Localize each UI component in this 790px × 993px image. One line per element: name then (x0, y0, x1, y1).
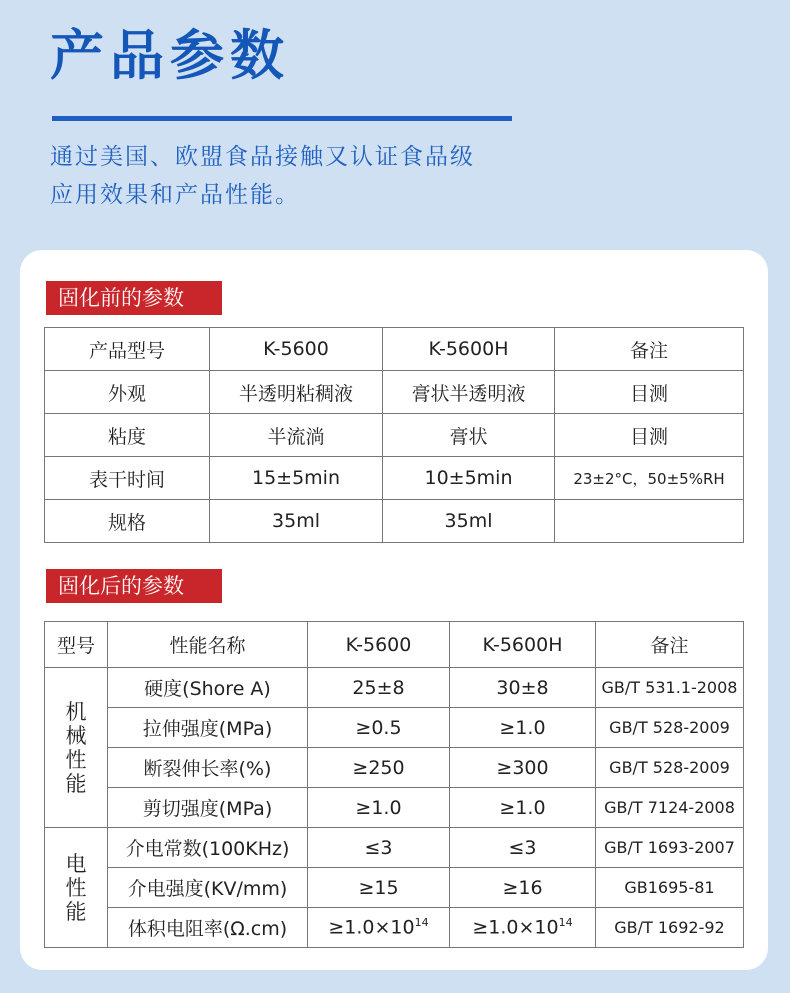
table-cell: 目测 (555, 371, 744, 414)
property-name: 体积电阻率(Ω.cm) (108, 908, 308, 948)
group-label-electrical: 电 性 能 (45, 828, 108, 948)
page-subtitle (50, 138, 650, 214)
standard-cell: GB/T 528-2009 (596, 708, 744, 748)
table-cell: ≥300 (450, 748, 596, 788)
subtitle-line-2: 应用效果和产品性能。 (50, 182, 300, 208)
table-cell: 膏状半透明液 (383, 371, 555, 414)
table-cell: ≤3 (450, 828, 596, 868)
table-row (45, 500, 744, 543)
header-cell: K-5600 (210, 328, 383, 371)
header-cell: K-5600 (308, 622, 450, 668)
standard-cell: GB/T 1693-2007 (596, 828, 744, 868)
table-cell: 表干时间 (45, 457, 210, 500)
standard-cell: GB/T 528-2009 (596, 748, 744, 788)
subtitle-line-1: 通过美国、欧盟食品接触又认证食品级 (50, 144, 475, 170)
table-cell: 23±2°C，50±5%RH (555, 457, 744, 500)
table-row (45, 908, 744, 948)
property-name: 硬度(Shore A) (108, 668, 308, 708)
property-name: 介电常数(100KHz) (108, 828, 308, 868)
header-cell: 性能名称 (108, 622, 308, 668)
property-name: 剪切强度(MPa) (108, 788, 308, 828)
table-row (45, 371, 744, 414)
property-name: 拉伸强度(MPa) (108, 708, 308, 748)
table-cell: 膏状 (383, 414, 555, 457)
table-cell: ≤3 (308, 828, 450, 868)
after-cure-table (44, 621, 744, 948)
header-cell: 备注 (555, 328, 744, 371)
table-row (45, 457, 744, 500)
before-cure-table (44, 327, 744, 543)
exponent: 14 (558, 916, 573, 930)
header-cell: 型号 (45, 622, 108, 668)
table-cell: 半流淌 (210, 414, 383, 457)
before-cure-label: 固化前的参数 (46, 281, 222, 315)
table-cell: ≥1.0 (450, 788, 596, 828)
table-cell: ≥250 (308, 748, 450, 788)
table-cell: 35ml (383, 500, 555, 543)
exponent: 14 (414, 916, 429, 930)
table-cell: ≥0.5 (308, 708, 450, 748)
table-cell: 外观 (45, 371, 210, 414)
header-cell: K-5600H (383, 328, 555, 371)
table-row (45, 748, 744, 788)
table-cell: 半透明粘稠液 (210, 371, 383, 414)
after-cure-label: 固化后的参数 (46, 569, 222, 603)
table-row (45, 788, 744, 828)
table-cell: 30±8 (450, 668, 596, 708)
title-underline (52, 116, 512, 121)
standard-cell: GB/T 1692-92 (596, 908, 744, 948)
property-name: 介电强度(KV/mm) (108, 868, 308, 908)
page-title: 产品参数 (50, 24, 290, 87)
standard-cell: GB1695-81 (596, 868, 744, 908)
table-cell: ≥1.0 (308, 788, 450, 828)
table-cell: 粘度 (45, 414, 210, 457)
table-row (45, 868, 744, 908)
table-header-row (45, 622, 744, 668)
group-label-mechanical: 机 械 性 能 (45, 668, 108, 828)
standard-cell: GB/T 7124-2008 (596, 788, 744, 828)
table-cell: ≥16 (450, 868, 596, 908)
table-row (45, 708, 744, 748)
table-cell: 10±5min (383, 457, 555, 500)
table-cell: 15±5min (210, 457, 383, 500)
table-row (45, 668, 744, 708)
table-cell: 目测 (555, 414, 744, 457)
standard-cell: GB/T 531.1-2008 (596, 668, 744, 708)
table-cell: 规格 (45, 500, 210, 543)
table-cell: ≥1.0 (450, 708, 596, 748)
table-cell: 25±8 (308, 668, 450, 708)
header-cell: K-5600H (450, 622, 596, 668)
header-cell: 备注 (596, 622, 744, 668)
table-header-row (45, 328, 744, 371)
property-name: 断裂伸长率(%) (108, 748, 308, 788)
table-cell: $\ge 1.0\times 10^{14}$ (450, 908, 596, 948)
table-row (45, 828, 744, 868)
table-cell: 35ml (210, 500, 383, 543)
header-cell: 产品型号 (45, 328, 210, 371)
table-cell: ≥15 (308, 868, 450, 908)
table-cell: $\ge 1.0\times 10^{14}$ (308, 908, 450, 948)
table-cell (555, 500, 744, 543)
table-row (45, 414, 744, 457)
